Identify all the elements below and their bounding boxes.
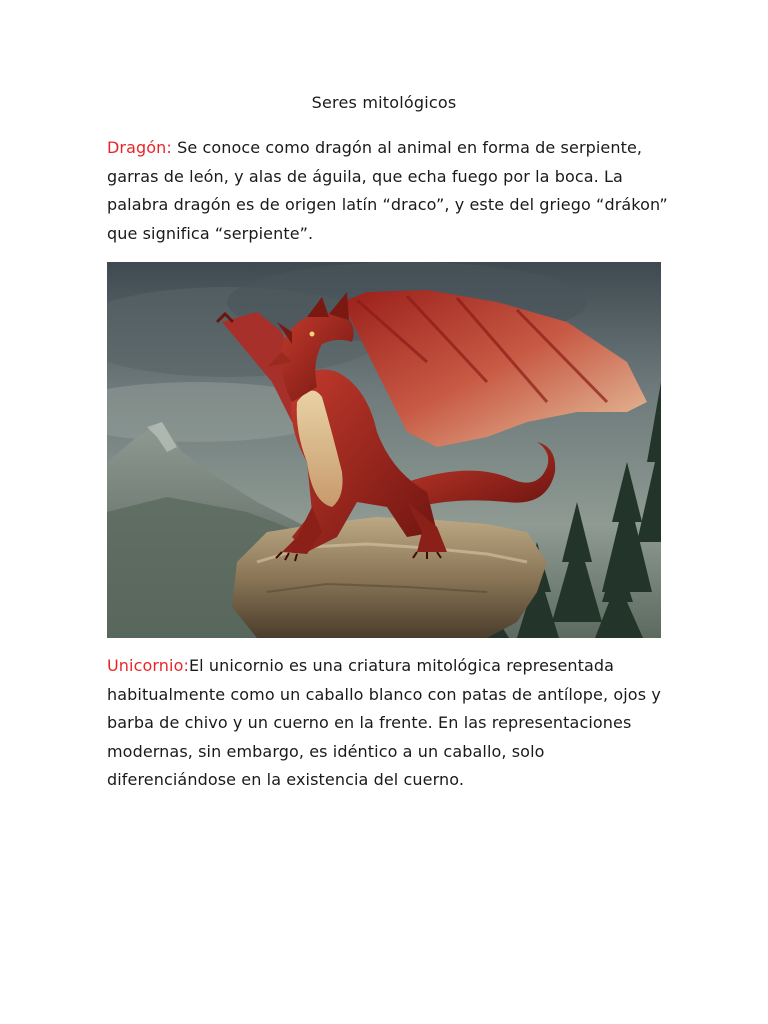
- paragraph-line: modernas, sin embargo, es idéntico a un caballo, solo: [107, 741, 545, 761]
- line-text: Se conoce como dragón al animal en forma de serpiente,: [171, 138, 643, 157]
- term-unicorn: Unicornio:: [107, 656, 189, 675]
- paragraph-line: [107, 134, 667, 163]
- paragraph-line: habitualmente como un caballo blanco con patas de antílope, ojos y: [107, 684, 661, 704]
- paragraph-dragon: [107, 134, 667, 248]
- term-dragon: Dragón:: [107, 138, 172, 157]
- page-title: Seres mitológicos: [311, 93, 457, 112]
- line-text: El unicornio es una criatura mitológica representada: [188, 656, 615, 675]
- paragraph-line: diferenciándose en la existencia del cuerno.: [107, 770, 465, 789]
- paragraph-unicorn: [107, 652, 667, 795]
- paragraph-line: garras de león, y alas de águila, que echa fuego por la boca. La: [107, 166, 623, 186]
- paragraph-line: palabra dragón es de origen latín “draco”, y este del griego “drákon”: [107, 195, 668, 214]
- dragon-illustration: [107, 262, 661, 638]
- paragraph-line: que significa “serpiente”.: [107, 223, 314, 243]
- paragraph-line: [107, 652, 667, 681]
- paragraph-line: barba de chivo y un cuerno en la frente. En las representaciones: [107, 713, 632, 732]
